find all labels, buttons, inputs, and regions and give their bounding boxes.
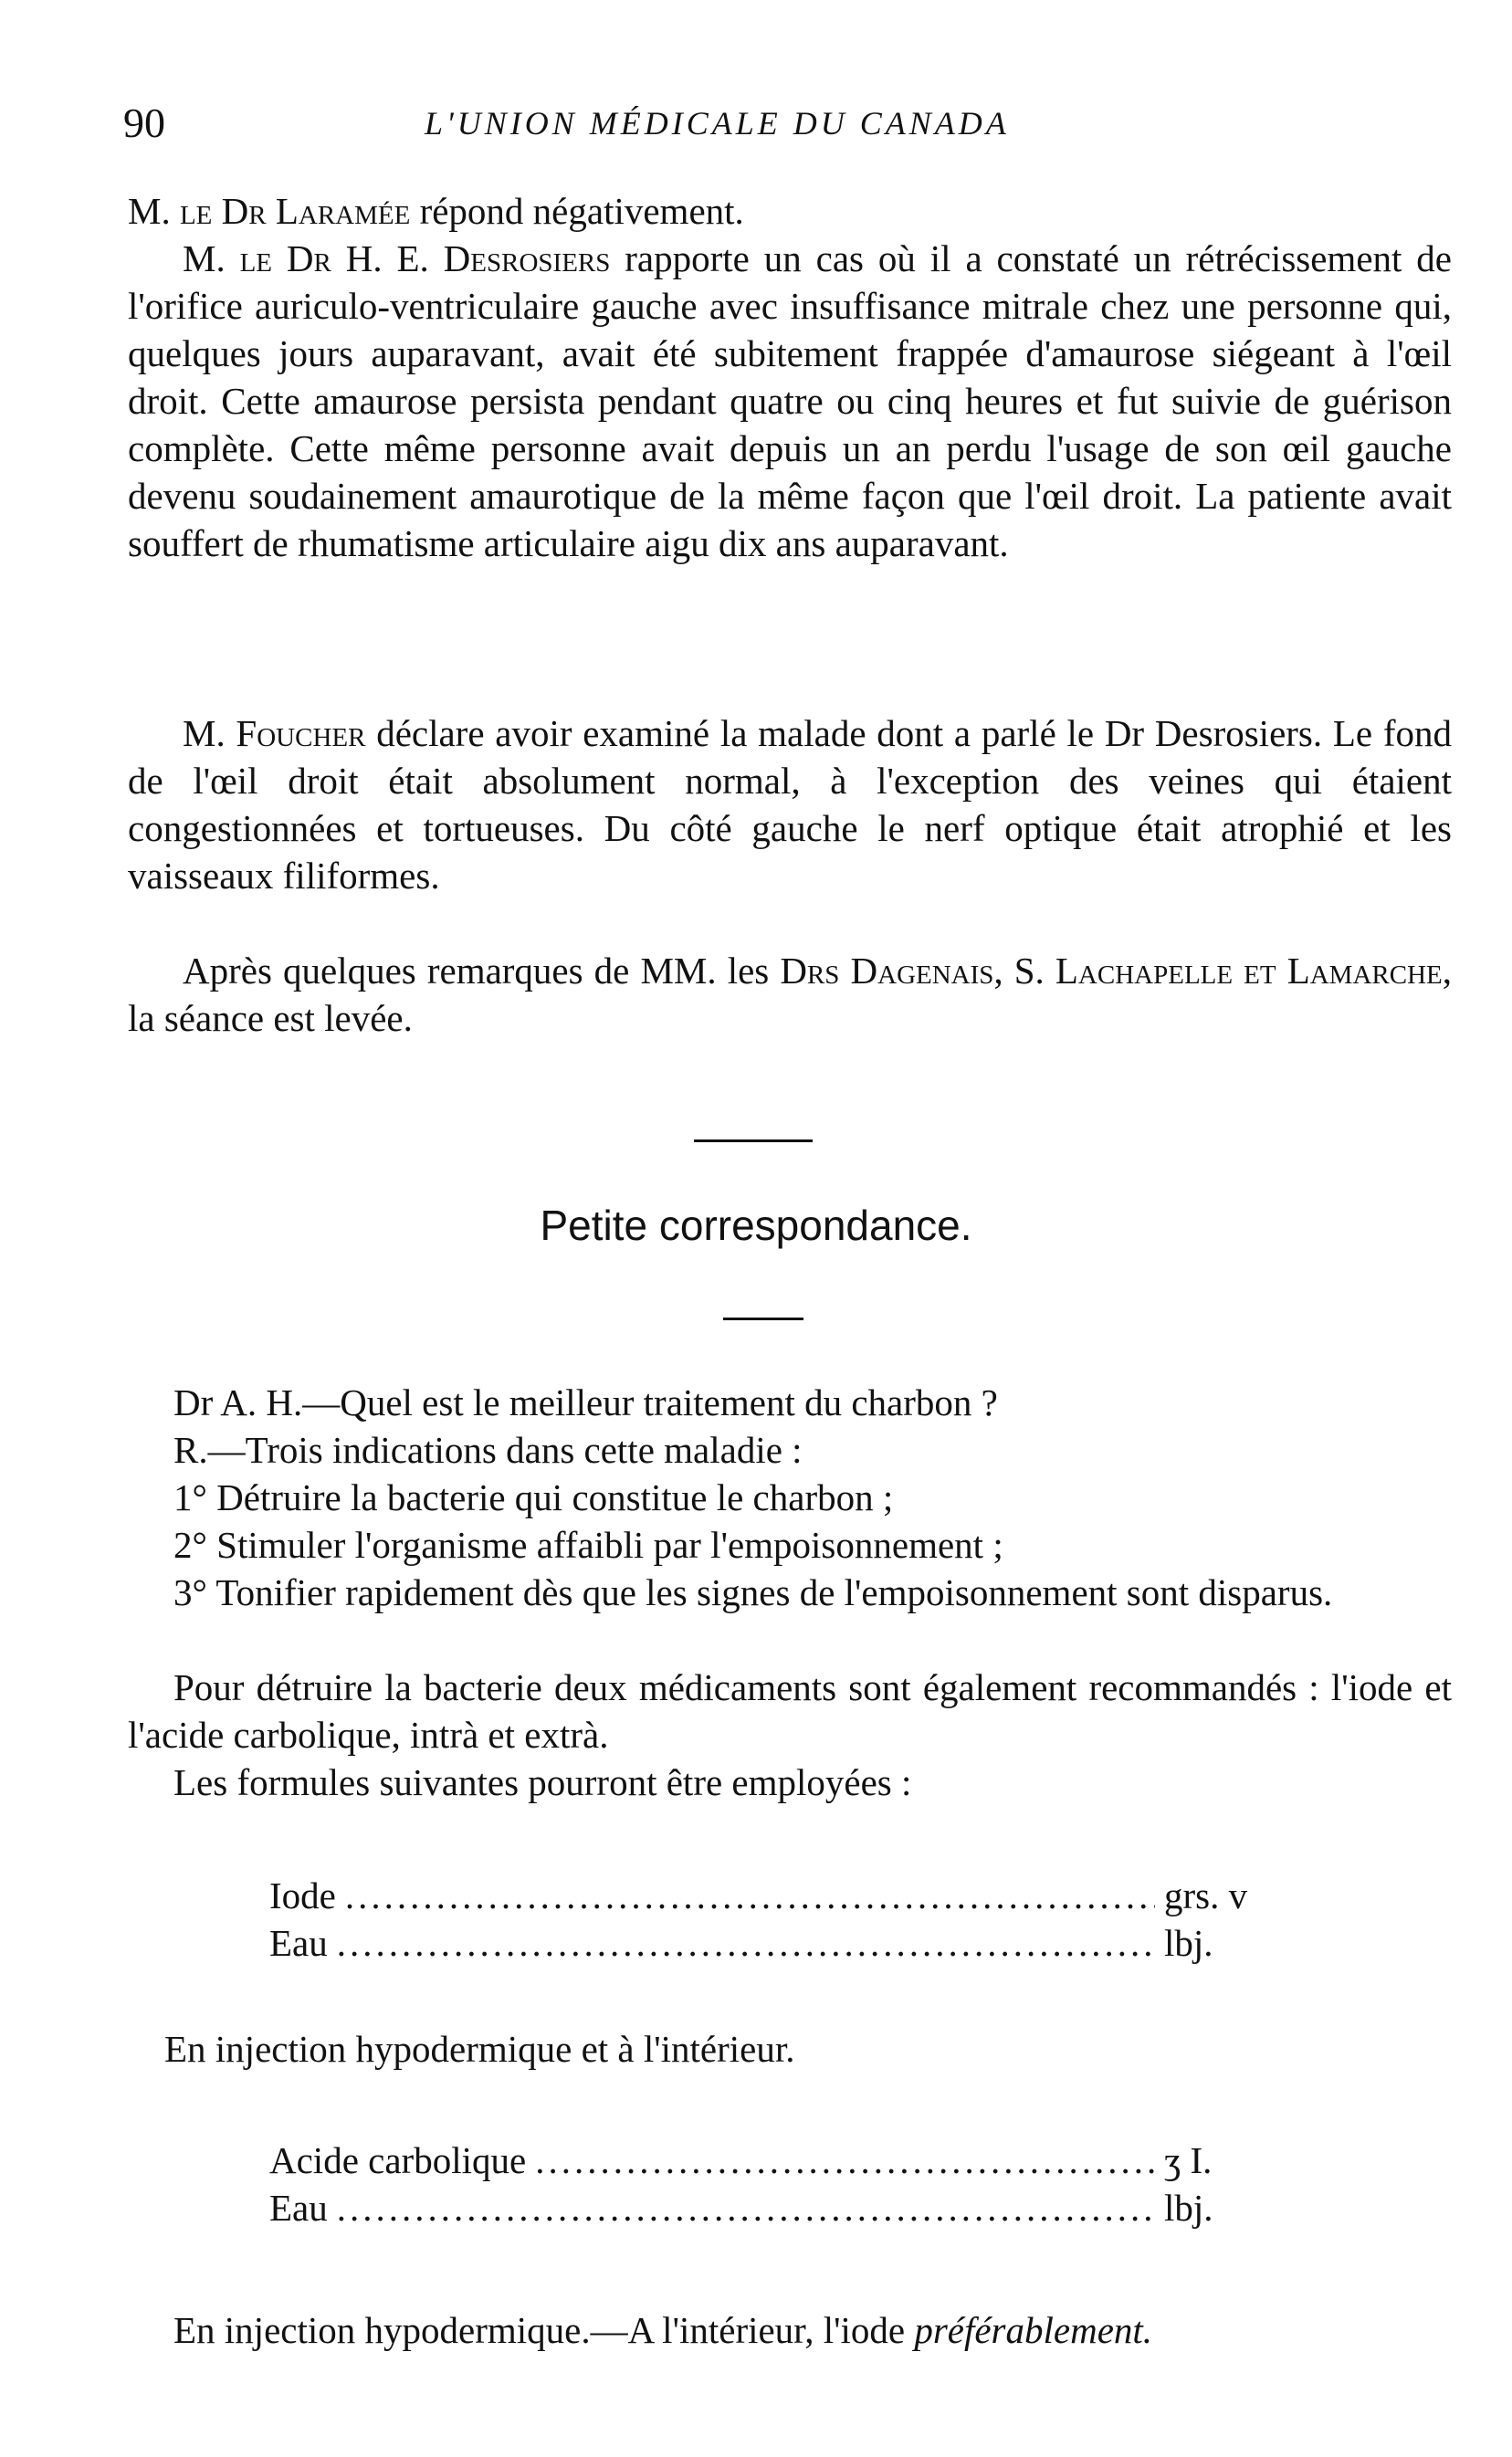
formula-row xyxy=(269,1872,1255,1919)
footer-text: En injection hypodermique.—A l'intérieur, l'iode xyxy=(173,2309,915,2351)
correspondence-answer-intro: R.—Trois indications dans cette maladie : xyxy=(173,1429,803,1471)
formula-iode-note: En injection hypodermique et à l'intérieur. xyxy=(164,2028,795,2070)
speaker-laramee: M. le Dr Laramée xyxy=(128,190,411,232)
formula-iode xyxy=(269,1872,1255,1967)
formula-row xyxy=(269,2137,1255,2184)
closing-text-after: , la séance est levée. xyxy=(128,950,1453,1039)
minutes-paragraph-laramee xyxy=(128,187,1452,235)
speaker-desrosiers: M. le Dr H. E. Desrosiers xyxy=(183,237,611,279)
ingredient-quantity: ʒ I. xyxy=(1164,2139,1213,2181)
section-title: Petite correspondance. xyxy=(540,1202,972,1249)
ingredient-quantity: grs. v xyxy=(1164,1874,1248,1916)
ingredient-name: Iode xyxy=(269,1874,336,1916)
footer-paragraph xyxy=(128,2306,1452,2354)
footer-emphasis: préférablement. xyxy=(914,2309,1153,2351)
closing-text-before: Après quelques remarques de MM. les xyxy=(183,950,781,992)
minutes-paragraph-closing xyxy=(128,947,1452,1042)
indication-2: 2° Stimuler l'organisme affaibli par l'empoisonnement ; xyxy=(173,1524,1003,1566)
formula-acide-carbolique xyxy=(269,2137,1255,2231)
speaker-foucher: M. Foucher xyxy=(183,712,366,754)
laramee-text: répond négativement. xyxy=(410,190,744,232)
correspondence-paragraph-formules: Les formules suivantes pourront être employées : xyxy=(173,1761,912,1803)
page-number: 90 xyxy=(123,100,165,146)
indication-1: 1° Détruire la bacterie qui constitue le charbon ; xyxy=(173,1476,894,1518)
correspondence-question: Dr A. H.—Quel est le meilleur traitement du charbon ? xyxy=(173,1381,998,1423)
closing-names: Drs Dagenais, S. Lachapelle et Lamarche xyxy=(780,950,1443,992)
page-header xyxy=(123,99,1456,153)
ingredient-quantity: lbj. xyxy=(1164,1922,1213,1964)
minutes-paragraph-foucher xyxy=(128,709,1452,899)
minutes-paragraph-desrosiers xyxy=(128,235,1452,567)
running-title: L'UNION MÉDICALE DU CANADA xyxy=(425,105,1010,142)
ingredient-quantity: lbj. xyxy=(1164,2187,1213,2229)
leader-dots xyxy=(337,2184,1155,2231)
leader-dots xyxy=(535,2137,1155,2184)
divider-top xyxy=(694,1139,813,1142)
foucher-text: déclare avoir examiné la malade dont a parlé le Dr Desrosiers. Le fond de l'œil droit était absolument normal, à l'exception des veines qui étaient congestionnées et tortueuses. Du côté gauche le nerf optique était atrophié et les vaisseaux filiformes. xyxy=(128,712,1452,897)
indication-3: 3° Tonifier rapidement dès que les signes de l'empoisonnement sont disparus. xyxy=(173,1571,1333,1613)
leader-dots xyxy=(337,1919,1155,1967)
formula-row xyxy=(269,1919,1255,1967)
ingredient-name: Acide carbolique xyxy=(269,2139,527,2181)
formula-row xyxy=(269,2184,1255,2231)
desrosiers-text: rapporte un cas où il a constaté un rétrécissement de l'orifice auriculo-ventriculaire gauche avec insuffisance mitrale chez une personne qui, quelques jours auparavant, avait été subitement frappée d'amaurose siégeant à l'œil droit. Cette amaurose persista pendant quatre ou cinq heures et fut suivie de guérison complète. Cette même personne avait depuis un an perdu l'usage de son œil gauche devenu soudainement amaurotique de la même façon que l'œil droit. La patiente avait souffert de rhumatisme articulaire aigu dix ans auparavant. xyxy=(128,237,1452,564)
divider-bottom xyxy=(723,1318,803,1320)
ingredient-name: Eau xyxy=(269,2187,328,2229)
correspondence-paragraph-medicaments: Pour détruire la bacterie deux médicaments sont également recommandés : l'iode et l'acide carbolique, intrà et extrà. xyxy=(128,1666,1452,1756)
leader-dots xyxy=(345,1872,1155,1919)
ingredient-name: Eau xyxy=(269,1922,328,1964)
